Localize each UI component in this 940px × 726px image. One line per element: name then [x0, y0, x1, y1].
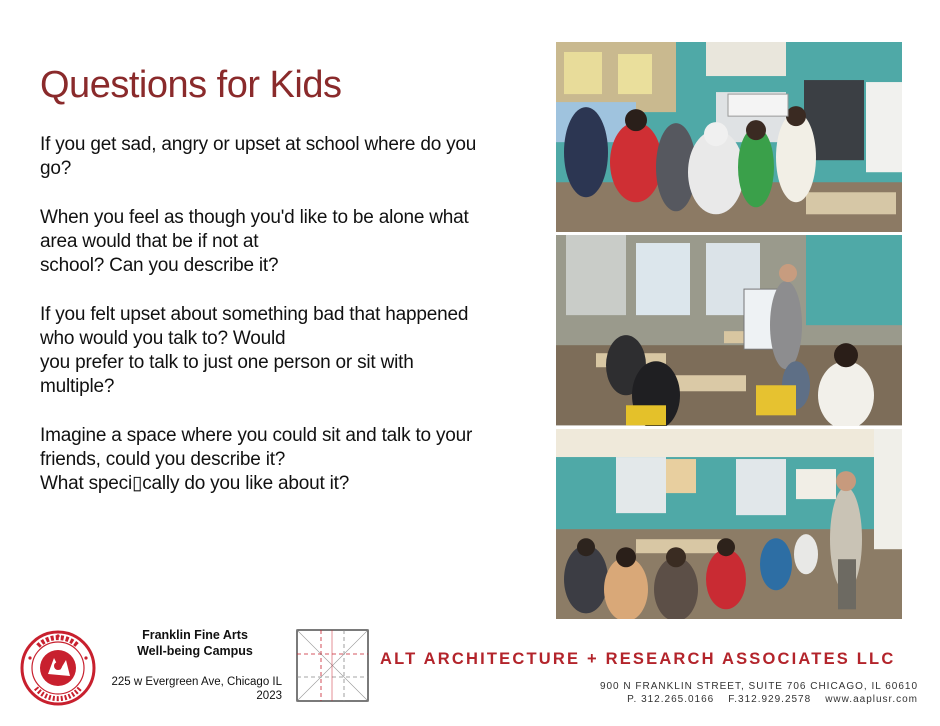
firm-contact	[600, 680, 918, 706]
photo-column	[556, 42, 902, 619]
firm-address: 900 N FRANKLIN STREET, SUITE 706 CHICAGO, IL 60610	[599, 681, 918, 692]
phone: P. 312.265.0166	[627, 694, 715, 705]
classroom-photo-3	[556, 429, 902, 619]
question-2	[40, 206, 545, 278]
question-line: Imagine a space where you could sit and talk to your	[40, 425, 473, 446]
slide-title: Questions for Kids	[40, 64, 342, 106]
franklin-fine-arts-center-logo	[20, 630, 96, 706]
question-line: If you felt upset about something bad that happened	[40, 304, 469, 325]
plan-diagram-icon	[296, 629, 369, 702]
classroom-photo-3-image	[556, 429, 902, 619]
fax: F.312.929.2578	[728, 694, 812, 705]
campus-line-1: Franklin Fine Arts	[142, 628, 248, 642]
question-line: you prefer to talk to just one person or sit with	[40, 352, 414, 373]
question-line: If you get sad, angry or upset at school where do you	[40, 134, 477, 155]
question-line: who would you talk to? Would	[40, 328, 286, 349]
classroom-photo-1	[556, 42, 902, 232]
question-line: When you feel as though you'd like to be alone what	[40, 207, 469, 228]
question-line: multiple?	[40, 376, 115, 397]
question-line: area would that be if not at	[40, 231, 259, 252]
address-line: 225 w Evergreen Ave, Chicago IL	[111, 676, 282, 688]
question-line: friends, could you describe it?	[40, 449, 286, 470]
question-3	[40, 303, 545, 399]
classroom-photo-2-image	[556, 235, 902, 425]
website-link[interactable]: www.aaplusr.com	[825, 694, 918, 705]
question-list	[40, 133, 545, 521]
classroom-photo-2	[556, 235, 902, 425]
firm-phones	[600, 693, 918, 706]
question-line: school? Can you describe it?	[40, 255, 279, 276]
question-1	[40, 133, 545, 181]
classroom-photo-1-image	[556, 42, 902, 232]
campus-name	[125, 627, 265, 659]
question-line: go?	[40, 158, 72, 179]
campus-line-2: Well-being Campus	[137, 644, 253, 658]
campus-address	[100, 675, 282, 703]
year: 2023	[256, 690, 282, 702]
question-4	[40, 424, 545, 496]
firm-name: ALT ARCHITECTURE + RESEARCH ASSOCIATES LLC	[380, 650, 896, 668]
question-line: What speci▯cally do you like about it?	[40, 473, 350, 494]
